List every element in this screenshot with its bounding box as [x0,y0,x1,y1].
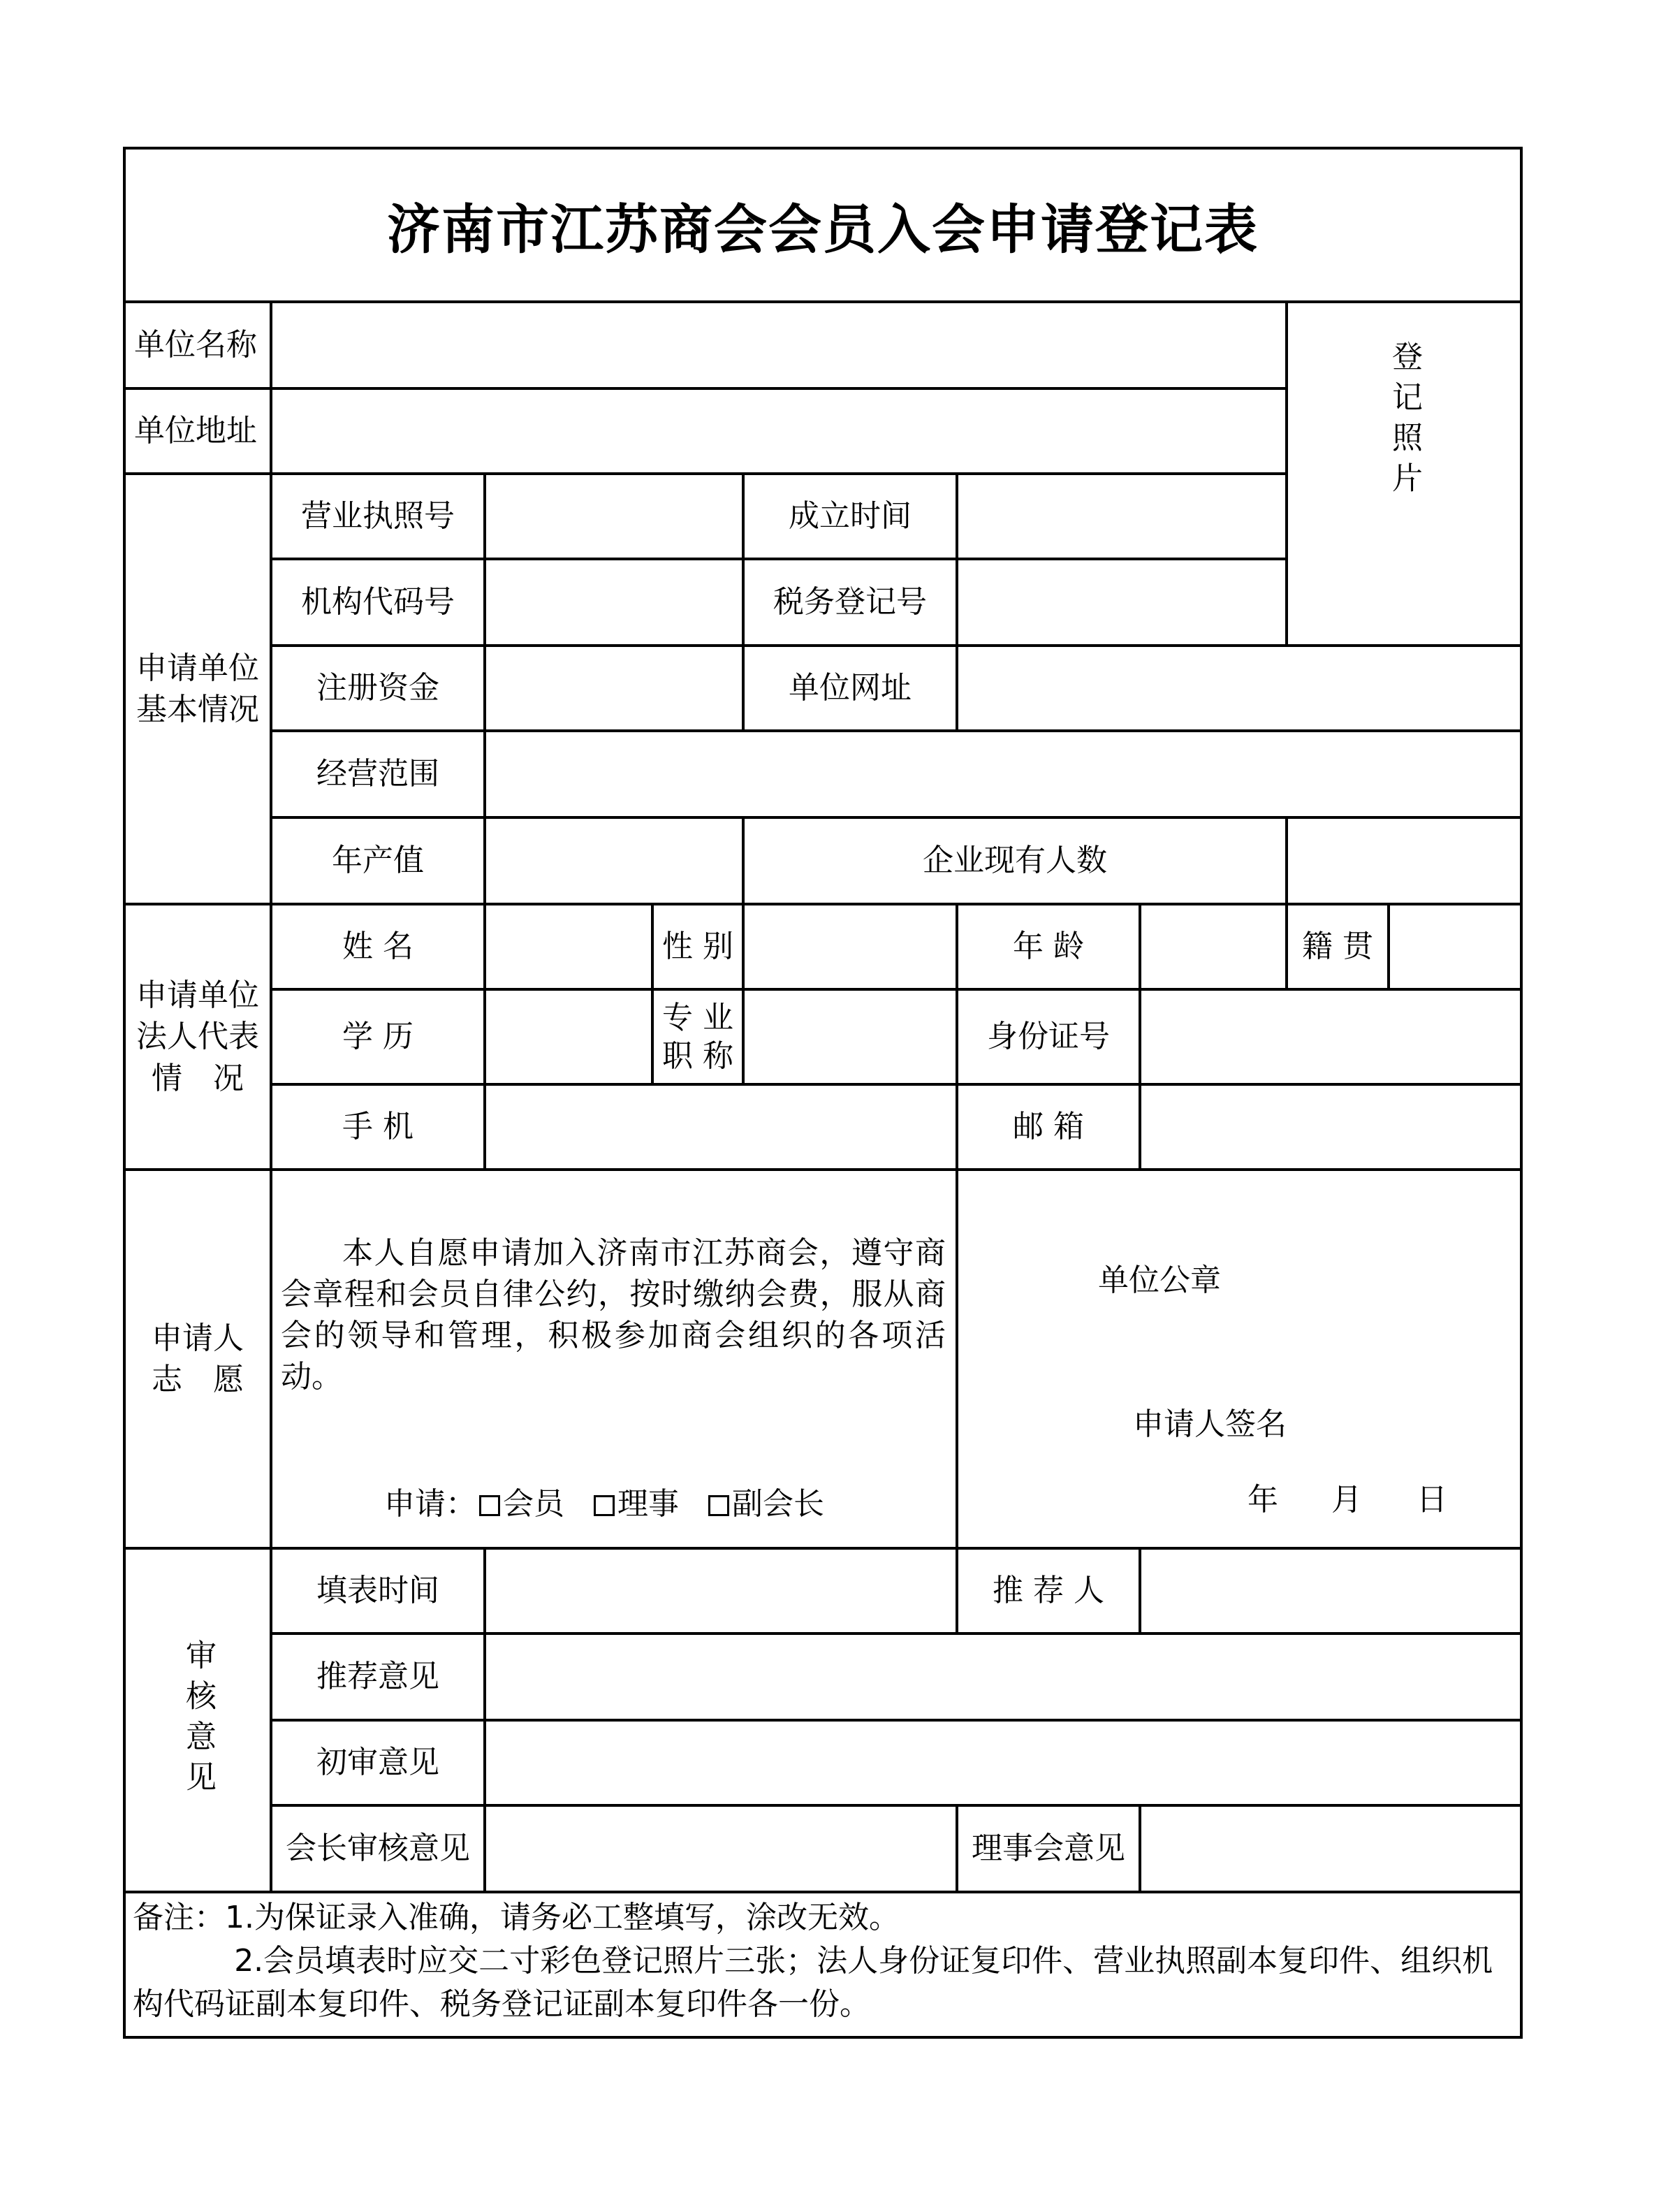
field-age[interactable] [1141,905,1288,991]
label-name: 姓 名 [272,905,486,991]
section-basic-line1: 申请单位 [136,650,259,686]
field-unit-address[interactable] [272,390,1288,475]
note-line-2: 2.会员填表时应交二寸彩色登记照片三张；法人身份证复印件、营业执照副本复印件、组织机构代码证副本复印件、税务登记证副本复印件各一份。 [133,1943,1493,2022]
apply-label: 申请： [384,1486,476,1522]
label-tax-reg: 税务登记号 [745,560,958,647]
field-mobile[interactable] [486,1086,958,1171]
application-form [123,147,1523,2039]
apply-role-row [384,1478,824,1523]
field-founded[interactable] [958,475,1288,560]
photo-label: 登记照片 [1386,340,1422,502]
notes [126,1893,1520,2036]
field-first-review[interactable] [486,1722,1520,1807]
field-business-license[interactable] [486,475,745,560]
seal-label: 单位公章 [1098,1263,1221,1298]
option-member: 会员 [503,1486,564,1522]
section-legal-line2: 法人代表 [136,1019,259,1055]
section-legal-line3: 情 况 [152,1060,244,1096]
checkbox-vice-president[interactable] [708,1495,729,1516]
label-website: 单位网址 [745,647,958,732]
wish-statement-cell [272,1171,958,1550]
label-fill-time: 填表时间 [272,1550,486,1635]
section-applicant-wish [126,1171,272,1550]
label-mobile: 手 机 [272,1086,486,1171]
label-id-number: 身份证号 [958,991,1141,1086]
label-business-license: 营业执照号 [272,475,486,560]
section-basic-line2: 基本情况 [136,692,259,727]
section-wish-line1: 申请人 [152,1320,244,1356]
section-legal-line1: 申请单位 [136,977,259,1013]
field-capital[interactable] [486,647,745,732]
label-founded: 成立时间 [745,475,958,560]
label-scope: 经营范围 [272,732,486,819]
field-email[interactable] [1141,1086,1520,1171]
field-website[interactable] [958,647,1520,732]
label-org-code: 机构代码号 [272,560,486,647]
label-employees: 企业现有人数 [745,819,1288,905]
section-legal-rep [126,905,272,1171]
field-education[interactable] [486,991,654,1086]
field-native[interactable] [1390,905,1520,991]
label-capital: 注册资金 [272,647,486,732]
option-vice-president: 副会长 [732,1486,824,1522]
date-day: 日 [1417,1482,1447,1518]
seal-signature-cell[interactable] [958,1171,1520,1550]
label-recommender: 推 荐 人 [958,1550,1141,1635]
date-month: 月 [1331,1482,1362,1518]
label-recommend-opinion: 推荐意见 [272,1635,486,1722]
checkbox-director[interactable] [594,1495,615,1516]
label-prof-line1: 专 业 [662,1000,733,1035]
label-prof-line2: 职 称 [662,1038,733,1074]
field-professional-title[interactable] [745,991,958,1086]
date-year: 年 [1247,1482,1278,1518]
field-employees[interactable] [1288,819,1520,905]
section-basic-info [126,475,272,905]
field-gender[interactable] [745,905,958,991]
section-review [126,1550,272,1893]
label-age: 年 龄 [958,905,1141,991]
section-wish-line2: 志 愿 [152,1362,244,1397]
signature-label: 申请人签名 [1133,1406,1287,1442]
field-name[interactable] [486,905,654,991]
form-title: 济南市江苏商会会员入会申请登记表 [126,150,1520,303]
label-native: 籍 贯 [1288,905,1390,991]
field-president-review[interactable] [486,1807,958,1893]
label-president-review: 会长审核意见 [272,1807,486,1893]
field-fill-time[interactable] [486,1550,958,1635]
field-recommender[interactable] [1141,1550,1520,1635]
field-recommend-opinion[interactable] [486,1635,1520,1722]
field-unit-name[interactable] [272,303,1288,390]
option-director: 理事 [617,1486,679,1522]
field-council-opinion[interactable] [1141,1807,1520,1893]
label-council-opinion: 理事会意见 [958,1807,1141,1893]
label-first-review: 初审意见 [272,1722,486,1807]
label-unit-address: 单位地址 [126,390,272,475]
label-unit-name: 单位名称 [126,303,272,390]
label-email: 邮 箱 [958,1086,1141,1171]
field-org-code[interactable] [486,560,745,647]
field-tax-reg[interactable] [958,560,1288,647]
field-id-number[interactable] [1141,991,1520,1086]
label-professional-title [654,991,745,1086]
label-education: 学 历 [272,991,486,1086]
checkbox-member[interactable] [479,1495,500,1516]
section-review-label: 审核意见 [180,1639,216,1801]
photo-area[interactable] [1288,303,1520,647]
field-scope[interactable] [486,732,1520,819]
label-gender: 性 别 [654,905,745,991]
note-line-1: 备注：1.为保证录入准确，请务必工整填写，涂改无效。 [133,1900,900,1935]
label-annual-output: 年产值 [272,819,486,905]
wish-statement-text: 本人自愿申请加入济南市江苏商会，遵守商会章程和会员自律公约，按时缴纳会费，服从商会的领导和管理，积极参加商会组织的各项活动。 [281,1235,946,1395]
field-annual-output[interactable] [486,819,745,905]
